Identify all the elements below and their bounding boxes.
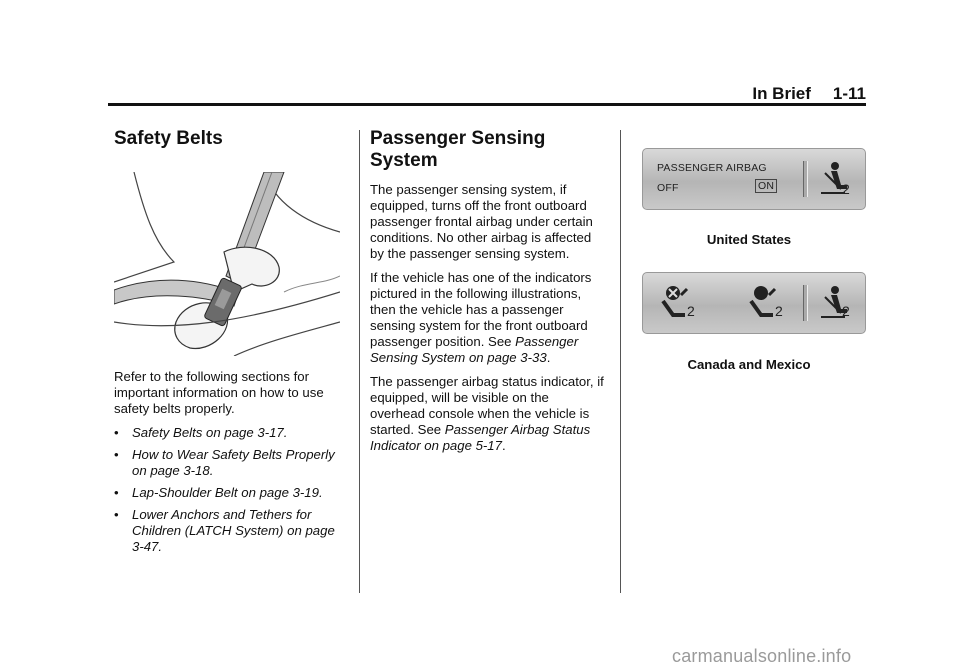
reference-item[interactable]: • Lower Anchors and Tethers for Children (LATCH System) on page 3-47. bbox=[114, 507, 335, 554]
paragraph: If the vehicle has one of the indicators pictured in the following illustrations, then the vehicle has a passenger sensing system for the front outboard passenger position. See Passenger Sensing System on page 3-33. bbox=[370, 270, 592, 365]
seatbelt-illustration bbox=[114, 172, 340, 356]
paragraph: The passenger airbag status indicator, if equipped, will be visible on the overhead console when the vehicle is started. See Passenger Airbag Status Indicator on page 5-17. bbox=[370, 374, 604, 453]
panel-divider bbox=[803, 161, 808, 197]
panel-divider bbox=[803, 285, 808, 321]
cross-reference-link[interactable]: Passenger Sensing System on page 3-33 bbox=[370, 334, 579, 365]
seat-number: 2 bbox=[687, 303, 695, 319]
reference-item[interactable]: • Safety Belts on page 3-17. bbox=[114, 425, 288, 440]
panel-airbag-label: PASSENGER AIRBAG bbox=[657, 162, 767, 174]
safety-belts-intro: Refer to the following sections for important information on how to use safety belts properly. bbox=[114, 369, 324, 416]
passenger-sensing-section bbox=[370, 128, 606, 462]
header-section: In Brief bbox=[752, 84, 811, 103]
seat-number: 2 bbox=[842, 303, 850, 319]
paragraph: The passenger sensing system, if equipped, turns off the front outboard passenger frontal airbag under certain conditions. No other airbag is affected by the passenger sensing system. bbox=[370, 182, 593, 261]
page-header bbox=[108, 84, 866, 104]
us-caption: United States bbox=[706, 232, 792, 247]
canada-mexico-caption: Canada and Mexico bbox=[687, 357, 811, 372]
section-title: Passenger Sensing System bbox=[370, 128, 546, 171]
column-divider bbox=[620, 130, 621, 593]
reference-item[interactable]: • How to Wear Safety Belts Properly on page 3-18. bbox=[114, 447, 335, 478]
header-rule bbox=[108, 103, 866, 106]
safety-belts-section bbox=[114, 128, 350, 150]
column-divider bbox=[359, 130, 360, 593]
section-title: Safety Belts bbox=[114, 128, 223, 149]
panel-on-label: ON bbox=[755, 179, 777, 193]
page-number: 1-11 bbox=[832, 84, 866, 103]
seat-number: 2 bbox=[842, 181, 850, 197]
reference-list bbox=[114, 425, 350, 555]
canada-mexico-indicator-panel bbox=[642, 272, 866, 334]
panel-off-label: OFF bbox=[657, 182, 679, 194]
seat-number: 2 bbox=[775, 303, 783, 319]
cross-reference-link[interactable]: Passenger Airbag Status Indicator on page 5-17 bbox=[370, 422, 591, 453]
us-indicator-panel bbox=[642, 148, 866, 210]
reference-item[interactable]: • Lap-Shoulder Belt on page 3-19. bbox=[114, 485, 323, 500]
safety-belts-text bbox=[114, 369, 350, 561]
watermark: carmanualsonline.info bbox=[672, 646, 852, 666]
